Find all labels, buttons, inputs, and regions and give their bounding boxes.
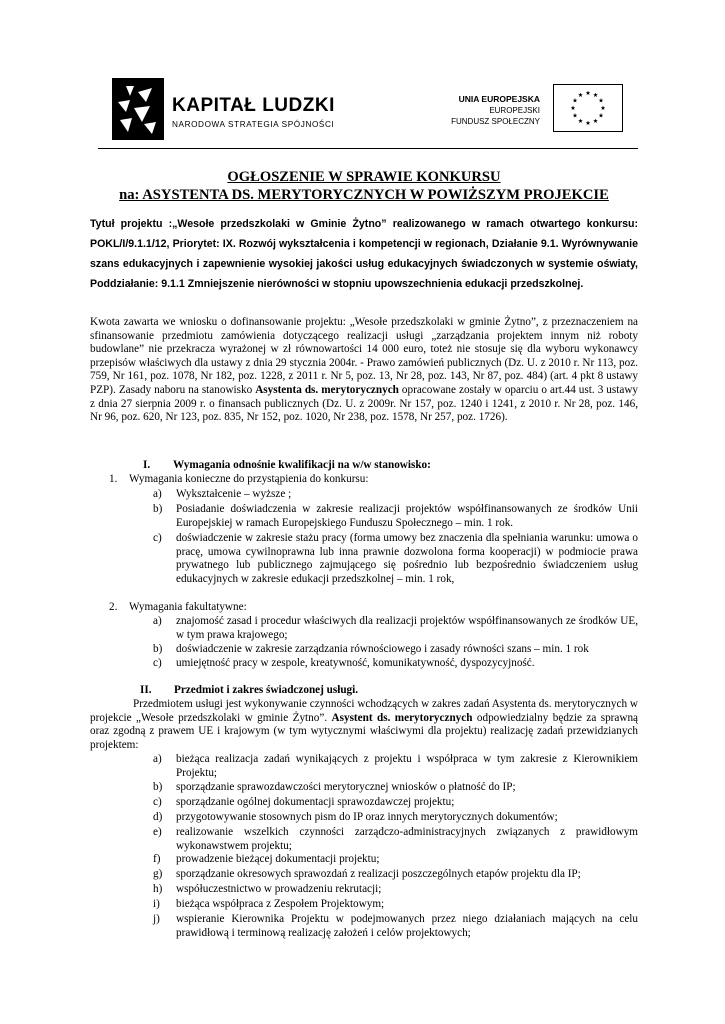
eu-flag-icon bbox=[553, 84, 623, 132]
list-item-text: sporządzanie okresowych sprawozdań z realizacji poszczególnych etapów projektu dla IP; bbox=[176, 868, 581, 880]
requirement-1-label: Wymagania konieczne do przystąpienia do konkursu: bbox=[129, 473, 369, 485]
list-item-label: b) bbox=[153, 643, 163, 655]
section-1-number: I. bbox=[143, 459, 151, 471]
funding-text-2: opracowane zostały w oparciu o art.44 ust. 3 ustawy z dnia 27 sierpnia 2009 r. o finansach publicznych (Dz. U. z 2009r. Nr 157, poz. 1240 i 1241, z 2010 r. Nr 28, poz. 146, Nr 96, poz. 620, Nr 123, poz. 835, Nr 152, poz. 1020, Nr 238, poz. 1578, Nr 257, poz. 1726). bbox=[90, 383, 639, 424]
header-divider bbox=[98, 148, 638, 149]
list-item-text: sporządzanie sprawozdawczości merytorycznej wniosków o płatność do IP; bbox=[176, 781, 516, 793]
list-item-label: f) bbox=[153, 853, 161, 865]
list-item-text: Posiadanie doświadczenia w zakresie realizacji projektów współfinansowanych ze środków Unii Europejskiej w ramach Europejskiego Funduszu Społecznego – min. 1 rok. bbox=[176, 503, 638, 529]
section-1-title: Wymagania odnośnie kwalifikacji na w/w stanowisko: bbox=[173, 459, 431, 471]
eu-line-2: EUROPEJSKI bbox=[489, 106, 540, 115]
list-item-label: c) bbox=[153, 796, 162, 808]
section-2-heading bbox=[140, 684, 359, 696]
list-item-text: współuczestnictwo w prowadzeniu rekrutacji; bbox=[176, 883, 382, 895]
list-item-text: umiejętność pracy w zespole, kreatywność, komunikatywność, dyspozycyjność. bbox=[176, 657, 535, 669]
requirement-2-label: Wymagania fakultatywne: bbox=[129, 601, 247, 613]
section-2-position-name: Asystent ds. merytorycznych bbox=[331, 711, 473, 724]
list-item-label: c) bbox=[153, 532, 162, 544]
list-item-text: Wykształcenie – wyższe ; bbox=[176, 488, 292, 500]
requirement-1 bbox=[109, 473, 369, 487]
section-2-number: II. bbox=[140, 684, 152, 696]
section-2-intro bbox=[90, 698, 638, 752]
requirement-2 bbox=[109, 601, 247, 615]
list-item-text: realizowanie wszelkich czynności zarządczo-administracyjnych związanych z prawidłowym wykonawstwem projektu; bbox=[176, 826, 638, 852]
requirement-2-number: 2. bbox=[109, 601, 118, 613]
list-item-label: d) bbox=[153, 811, 163, 823]
list-item-label: h) bbox=[153, 883, 163, 895]
eu-line-1: UNIA EUROPEJSKA bbox=[458, 94, 540, 104]
kapital-ludzki-emblem-icon bbox=[112, 78, 164, 140]
list-item-label: a) bbox=[153, 488, 162, 500]
eu-line-3: FUNDUSZ SPOŁECZNY bbox=[451, 117, 540, 126]
list-item-label: j) bbox=[153, 913, 160, 925]
list-item-text: wspieranie Kierownika Projektu w podejmowanych przez niego działaniach mających na celu prawidłową i terminową realizację założeń i celów projektowych; bbox=[176, 913, 638, 939]
list-item-label: g) bbox=[153, 868, 163, 880]
project-title: Tytuł projektu :„Wesołe przedszkolaki w Gminie Żytno” realizowanego w ramach otwartego konkursu: POKL/I/9.1.1/12, Priorytet: IX. Rozwój wykształcenia i kompetencji w regionach, Działanie 9.1. Wyrównywanie szans edukacyjnych i zapewnienie wysokiej jakości usług edukacyjnych świadczonych w systemie oświaty, Poddziałanie: 9.1.1 Zmniejszenie nierówności w stopniu upowszechnienia edukacji przedszkolnej. bbox=[90, 218, 638, 290]
list-item-text: sporządzanie ogólnej dokumentacji sprawozdawczej projektu; bbox=[176, 796, 455, 808]
list-item-label: b) bbox=[153, 781, 163, 793]
logo-subtitle: NARODOWA STRATEGIA SPÓJNOŚCI bbox=[172, 120, 335, 129]
list-item-label: a) bbox=[153, 753, 162, 765]
list-item-text: doświadczenie w zakresie stażu pracy (forma umowy bez znaczenia dla spełniania warunku: umowa o pracę, umowa cywilnoprawna lub inna prawnie dozwolona forma kooperacji) w podmiocie prawa prywatnego lub publicznego zajmującego się pośrednio lub bezpośrednio świadczeniem usług edukacyjnych w zakresie edukacji przedszkolnej – min. 1 rok, bbox=[176, 532, 638, 585]
list-item-text: prowadzenie bieżącej dokumentacji projektu; bbox=[176, 853, 380, 865]
section-1-heading bbox=[143, 459, 431, 471]
logo-title: KAPITAŁ LUDZKI bbox=[172, 95, 335, 116]
section-2-title: Przedmiot i zakres świadczonej usługi. bbox=[174, 684, 359, 696]
list-item-label: c) bbox=[153, 657, 162, 669]
list-item-text: bieżąca realizacja zadań wynikających z projektu i współpraca w tym zakresie z Kierownikiem Projektu; bbox=[176, 753, 638, 779]
funding-text-1: Kwota zawarta we wniosku o dofinansowanie projektu: „Wesołe przedszkolaki w gminie Żytno”, z przeznaczeniem na sfinansowanie przedmiotu zamówienia dotyczącego realizacji usługi „zarządzania projektem innym niż roboty budowlane” nie przekracza wyrażonej w zł równowartości 14 000 euro, toteż nie stosuje się dla wyboru wykonawcy przepisów właściwych dla ustawy z dnia 29 stycznia 2004r. - Prawo zamówień publicznych (Dz. U. z 2010 r. Nr 113, poz. 759, Nr 161, poz. 1078, Nr 182, poz. 1228, z 2011 r. Nr 5, poz. 13, Nr 28, poz. 143, Nr 87, poz. 484) (art. 4 pkt 8 ustawy PZP). Zasady naboru na stanowisko bbox=[90, 316, 638, 396]
list-item-text: bieżąca współpraca z Zespołem Projektowym; bbox=[176, 898, 385, 910]
document-title bbox=[90, 168, 638, 204]
kapital-ludzki-logo bbox=[112, 78, 344, 140]
list-item-text: znajomość zasad i procedur właściwych dla realizacji projektów współfinansowanych ze środków UE, w tym prawa krajowego; bbox=[176, 615, 638, 641]
list-item-label: e) bbox=[153, 826, 162, 838]
section-2-intro-text-2: odpowiedzialny będzie za sprawną oraz zgodną z prawem UE i krajowym (w tym wytycznymi właściwymi dla projektu) realizację zadań przewidzianych projektem: bbox=[90, 711, 639, 751]
list-item-text: przygotowywanie stosownych pism do IP oraz innych merytorycznych dokumentów; bbox=[176, 811, 558, 823]
section-2-intro-text-1: Przedmiotem usługi jest wykonywanie czynności wchodzących w zakres zadań Asystenta ds. merytorycznych w projekcie „Wesołe przedszkolaki w gminie Żytno”. bbox=[90, 698, 638, 724]
funding-paragraph bbox=[90, 316, 638, 425]
list-item-label: a) bbox=[153, 615, 162, 627]
requirement-1-number: 1. bbox=[109, 473, 118, 485]
list-item-label: b) bbox=[153, 503, 163, 515]
title-line-1: OGŁOSZENIE W SPRAWIE KONKURSU bbox=[227, 169, 501, 185]
eu-fund-label bbox=[436, 94, 540, 127]
list-item-text: doświadczenie w zakresie zarządzania równościowego i zasady równości szans – min. 1 rok bbox=[176, 643, 589, 655]
title-line-2: na: ASYSTENTA DS. MERYTORYCZNYCH W POWIŻSZYM PROJEKCIE bbox=[119, 187, 609, 203]
position-name: Asystenta ds. merytorycznych bbox=[255, 383, 399, 396]
list-item-label: i) bbox=[153, 898, 160, 910]
